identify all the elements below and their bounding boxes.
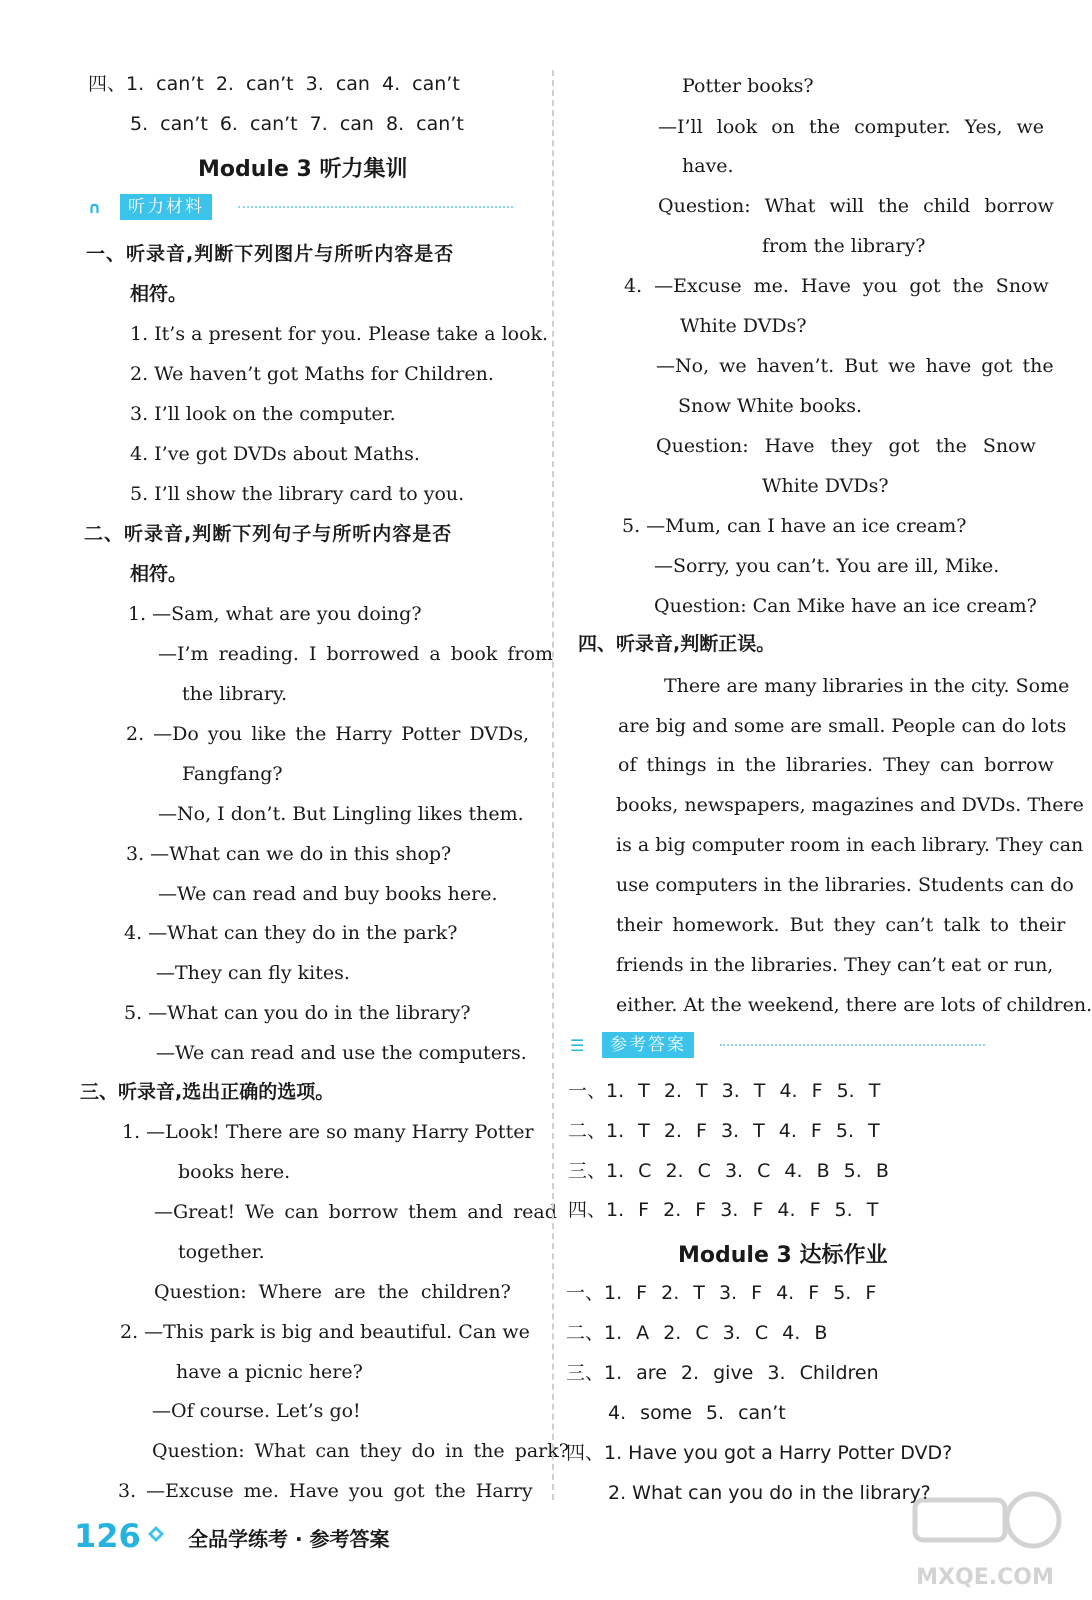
text-line: —I’m reading. I borrowed a book from	[158, 643, 553, 665]
list-icon: ☰	[570, 1036, 585, 1055]
diamond-icon	[148, 1526, 164, 1542]
question-line: Question: Have they got the Snow	[656, 435, 1036, 457]
text-line: —No, I don’t. But Lingling likes them.	[158, 803, 524, 825]
text-line: 3. —What can we do in this shop?	[126, 843, 452, 865]
answer-line: 一、1. T 2. T 3. T 4. F 5. T	[568, 1080, 881, 1102]
answer-line: 一、1. F 2. T 3. F 4. F 5. F	[566, 1282, 877, 1304]
text-line: 1. —Look! There are so many Harry Potter	[122, 1121, 534, 1143]
text-line: Snow White books.	[678, 395, 863, 417]
text-line: There are many libraries in the city. Some	[664, 675, 1070, 697]
headphones-icon: ∩	[88, 198, 101, 217]
dotted-rule	[720, 1044, 985, 1046]
text-line: 5. —What can you do in the library?	[124, 1002, 471, 1024]
text-line: Fangfang?	[182, 763, 283, 785]
text-line: —We can read and use the computers.	[156, 1042, 527, 1064]
section-heading: 四、听录音,判断正误。	[578, 633, 776, 655]
module-title: Module 3 听力集训	[198, 157, 408, 182]
text-line: have.	[682, 155, 734, 177]
tag-label: 参考答案	[602, 1032, 694, 1058]
section-tag	[570, 1032, 990, 1058]
text-line: 4. —What can they do in the park?	[124, 922, 458, 944]
answer-line: 二、1. T 2. F 3. T 4. F 5. T	[568, 1120, 880, 1142]
module-title: Module 3 达标作业	[678, 1243, 888, 1268]
section-heading: 三、听录音,选出正确的选项。	[80, 1081, 335, 1103]
text-line: 2. We haven’t got Maths for Children.	[130, 363, 494, 385]
section-heading: 相符。	[130, 563, 188, 585]
text-line: —Of course. Let’s go!	[152, 1400, 361, 1422]
text-line: —I’ll look on the computer. Yes, we	[658, 116, 1045, 138]
text-line: books, newspapers, magazines and DVDs. There	[616, 794, 1084, 816]
text-line: 1. It’s a present for you. Please take a look.	[130, 323, 549, 345]
tag-label: 听力材料	[120, 194, 212, 220]
text-line: —Sorry, you can’t. You are ill, Mike.	[654, 555, 1000, 577]
text-line: use computers in the libraries. Students can do	[616, 874, 1074, 896]
watermark-logo	[905, 1480, 1065, 1590]
text-line: —We can read and buy books here.	[158, 883, 498, 905]
text-line: books here.	[178, 1161, 291, 1183]
watermark-text: MXQE.COM	[916, 1565, 1054, 1590]
text-line: 2. —Do you like the Harry Potter DVDs,	[126, 723, 530, 745]
book-title: 全品学练考 · 参考答案	[188, 1527, 390, 1551]
answer-line: 2. What can you do in the library?	[608, 1482, 931, 1504]
question-line: Question: Can Mike have an ice cream?	[654, 595, 1037, 617]
text-line: —Great! We can borrow them and read	[154, 1201, 557, 1223]
column-divider	[552, 70, 554, 1500]
answer-line: 5. can’t 6. can’t 7. can 8. can’t	[130, 113, 464, 135]
section-heading: 一、听录音,判断下列图片与所听内容是否	[86, 243, 455, 265]
answer-line: 三、1. C 2. C 3. C 4. B 5. B	[568, 1160, 889, 1182]
section-heading: 相符。	[130, 283, 188, 305]
text-line: either. At the weekend, there are lots of children.	[616, 994, 1092, 1016]
text-line: of things in the libraries. They can borrow	[618, 754, 1054, 776]
question-line: Question: What will the child borrow	[658, 195, 1054, 217]
text-line: are big and some are small. People can do lots	[618, 715, 1067, 737]
text-line: their homework. But they can’t talk to their	[616, 914, 1066, 936]
section-heading: 二、听录音,判断下列句子与所听内容是否	[84, 523, 453, 545]
question-line: Question: What can they do in the park?	[152, 1440, 569, 1462]
text-line: from the library?	[762, 235, 926, 257]
text-line: 3. —Excuse me. Have you got the Harry	[118, 1480, 533, 1502]
text-line: 5. I’ll show the library card to you.	[130, 483, 465, 505]
dotted-rule	[238, 206, 513, 208]
answer-line: 四、1. F 2. F 3. F 4. F 5. T	[568, 1199, 879, 1221]
text-line: White DVDs?	[680, 315, 807, 337]
answer-line: 四、1. Have you got a Harry Potter DVD?	[566, 1442, 953, 1464]
text-line: the library.	[182, 683, 288, 705]
text-line: together.	[178, 1241, 265, 1263]
text-line: White DVDs?	[762, 475, 889, 497]
answer-line: 三、1. are 2. give 3. Children	[566, 1362, 879, 1384]
answer-line: 4. some 5. can’t	[608, 1402, 786, 1424]
text-line: is a big computer room in each library. They can	[616, 834, 1084, 856]
text-line: friends in the libraries. They can’t eat or run,	[616, 954, 1054, 976]
text-line: 4. I’ve got DVDs about Maths.	[130, 443, 420, 465]
text-line: 1. —Sam, what are you doing?	[128, 603, 422, 625]
text-line: 3. I’ll look on the computer.	[130, 403, 396, 425]
text-line: —They can fly kites.	[156, 962, 350, 984]
text-line: —No, we haven’t. But we have got the	[656, 355, 1054, 377]
answer-line: 四、1. can’t 2. can’t 3. can 4. can’t	[88, 73, 460, 95]
text-line: 4. —Excuse me. Have you got the Snow	[624, 275, 1049, 297]
text-line: 2. —This park is big and beautiful. Can we	[120, 1321, 530, 1343]
section-tag	[88, 194, 518, 220]
page-number: 126	[74, 1517, 141, 1555]
text-line: Potter books?	[682, 75, 814, 97]
question-line: Question: Where are the children?	[154, 1281, 511, 1303]
text-line: have a picnic here?	[176, 1361, 363, 1383]
answer-line: 二、1. A 2. C 3. C 4. B	[566, 1322, 828, 1344]
text-line: 5. —Mum, can I have an ice cream?	[622, 515, 967, 537]
